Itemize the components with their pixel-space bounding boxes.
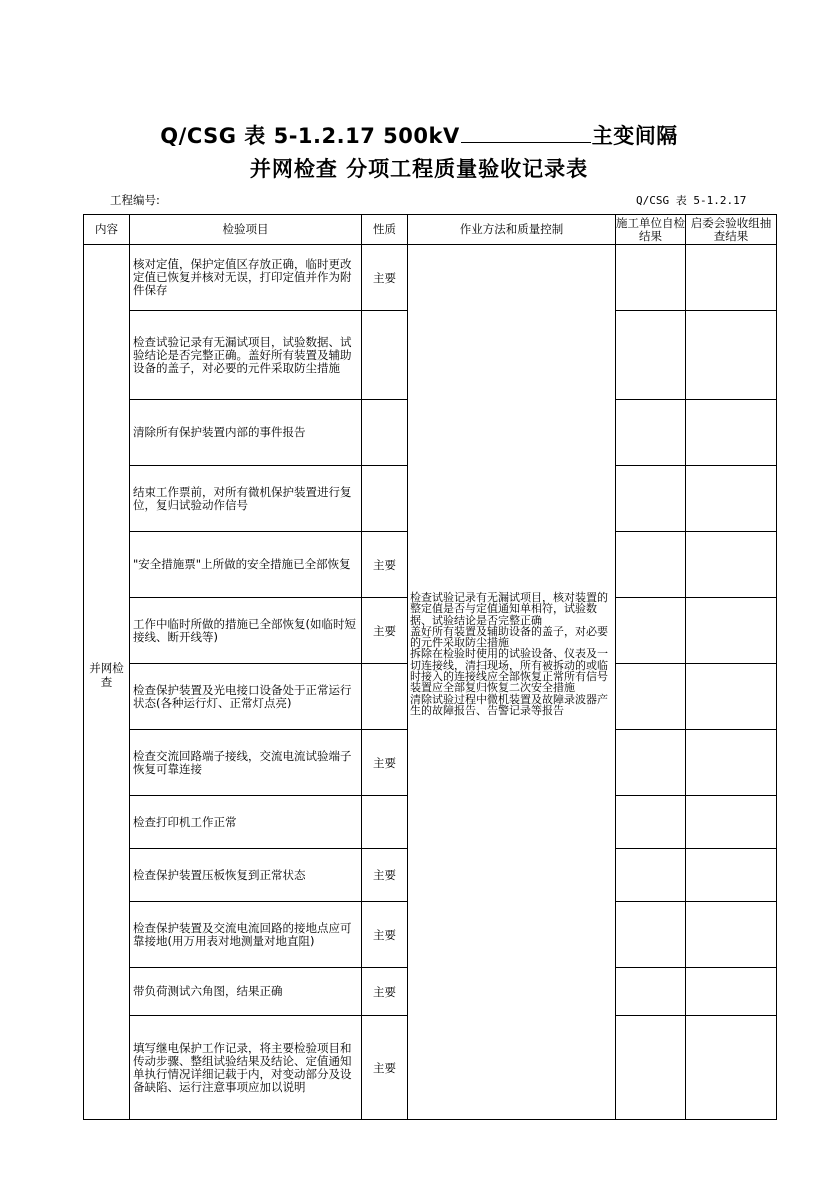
self-check-cell[interactable] [616, 796, 686, 849]
method-line: 检查试验记录有无漏试项目，核对装置的整定值是否与定值通知单相符，试验数据、试验结论是否完整正确 [410, 591, 608, 627]
item-nature: 主要 [362, 245, 408, 311]
item-nature: 主要 [362, 730, 408, 796]
col-header-committee: 启委会验收组抽查结果 [686, 215, 777, 245]
inspection-item: 带负荷测试六角图，结果正确 [130, 968, 362, 1016]
item-nature: 主要 [362, 849, 408, 902]
inspection-item: 填写继电保护工作记录，将主要检验项目和传动步骤、整组试验结果及结论、定值通知单执行情况详细记载于内，对变动部分及设备缺陷、运行注意事项应加以说明 [130, 1016, 362, 1120]
committee-check-cell[interactable] [686, 968, 777, 1016]
self-check-cell[interactable] [616, 532, 686, 598]
method-line: 盖好所有装置及辅助设备的盖子，对必要的元件采取防尘措施 [410, 624, 608, 650]
item-nature: 主要 [362, 532, 408, 598]
committee-check-cell[interactable] [686, 532, 777, 598]
inspection-item: 清除所有保护装置内部的事件报告 [130, 400, 362, 466]
col-header-nature: 性质 [362, 215, 408, 245]
form-title-line1 [0, 120, 838, 150]
self-check-cell[interactable] [616, 466, 686, 532]
committee-check-cell[interactable] [686, 245, 777, 311]
committee-check-cell[interactable] [686, 849, 777, 902]
inspection-item: 检查试验记录有无漏试项目，试验数据、试验结论是否完整正确。盖好所有装置及辅助设备的盖子，对必要的元件采取防尘措施 [130, 311, 362, 400]
inspection-item: 结束工作票前，对所有微机保护装置进行复位，复归试验动作信号 [130, 466, 362, 532]
item-nature [362, 400, 408, 466]
title-suffix: 主变间隔 [591, 124, 678, 148]
method-line: 清除试验过程中微机装置及故障录波器产生的故障报告、告警记录等报告 [410, 692, 608, 717]
header-row [84, 215, 777, 245]
col-header-content: 内容 [84, 215, 130, 245]
inspection-item: 检查保护装置及交流电流回路的接地点应可靠接地(用万用表对地测量对地直阻) [130, 902, 362, 968]
item-nature: 主要 [362, 968, 408, 1016]
inspection-item: 检查保护装置压板恢复到正常状态 [130, 849, 362, 902]
inspection-table [83, 214, 777, 1120]
committee-check-cell[interactable] [686, 466, 777, 532]
inspection-item: 工作中临时所做的措施已全部恢复(如临时短接线、断开线等) [130, 598, 362, 664]
col-header-self-check: 施工单位自检结果 [616, 215, 685, 243]
document-code: Q/CSG 表 5-1.2.17 [636, 194, 747, 207]
item-nature [362, 311, 408, 400]
self-check-cell[interactable] [616, 849, 686, 902]
project-number-label: 工程编号: [110, 193, 160, 207]
item-nature: 主要 [362, 1016, 408, 1120]
committee-check-cell[interactable] [686, 664, 777, 730]
item-nature: 主要 [362, 902, 408, 968]
committee-check-cell[interactable] [686, 902, 777, 968]
title-code: Q/CSG 表 5-1.2.17 500kV [160, 124, 460, 148]
col-header-item: 检验项目 [130, 215, 362, 245]
table-row [84, 245, 777, 311]
inspection-item: 检查交流回路端子接线，交流电流试验端子恢复可靠连接 [130, 730, 362, 796]
self-check-cell[interactable] [616, 400, 686, 466]
self-check-cell[interactable] [616, 968, 686, 1016]
committee-check-cell[interactable] [686, 796, 777, 849]
item-nature [362, 466, 408, 532]
method-line: 拆除在检验时使用的试验设备、仪表及一切连接线，清扫现场，所有被拆动的或临时接入的连接线应全部恢复正常所有信号装置应全部复归恢复二次安全措施 [410, 647, 608, 695]
committee-check-cell[interactable] [686, 1016, 777, 1120]
section-label: 并网检查 [84, 245, 130, 1120]
self-check-cell[interactable] [616, 730, 686, 796]
col-header-method: 作业方法和质量控制 [408, 215, 616, 245]
committee-check-cell[interactable] [686, 730, 777, 796]
self-check-cell[interactable] [616, 664, 686, 730]
self-check-cell[interactable] [616, 598, 686, 664]
item-nature [362, 664, 408, 730]
committee-check-cell[interactable] [686, 311, 777, 400]
method-and-quality-control [408, 245, 616, 1120]
inspection-item: 核对定值，保护定值区存放正确，临时更改定值已恢复并核对无误，打印定值并作为附件保存 [130, 245, 362, 311]
inspection-item: 检查打印机工作正常 [130, 796, 362, 849]
committee-check-cell[interactable] [686, 400, 777, 466]
inspection-item: "安全措施票"上所做的安全措施已全部恢复 [130, 532, 362, 598]
self-check-cell[interactable] [616, 1016, 686, 1120]
self-check-cell[interactable] [616, 311, 686, 400]
self-check-cell[interactable] [616, 245, 686, 311]
item-nature: 主要 [362, 598, 408, 664]
inspection-item: 检查保护装置及光电接口设备处于正常运行状态(各种运行灯、正常灯点亮) [130, 664, 362, 730]
title-blank-field[interactable] [461, 122, 591, 143]
form-title-line2: 并网检查 分项工程质量验收记录表 [249, 157, 589, 181]
committee-check-cell[interactable] [686, 598, 777, 664]
item-nature [362, 796, 408, 849]
self-check-cell[interactable] [616, 902, 686, 968]
